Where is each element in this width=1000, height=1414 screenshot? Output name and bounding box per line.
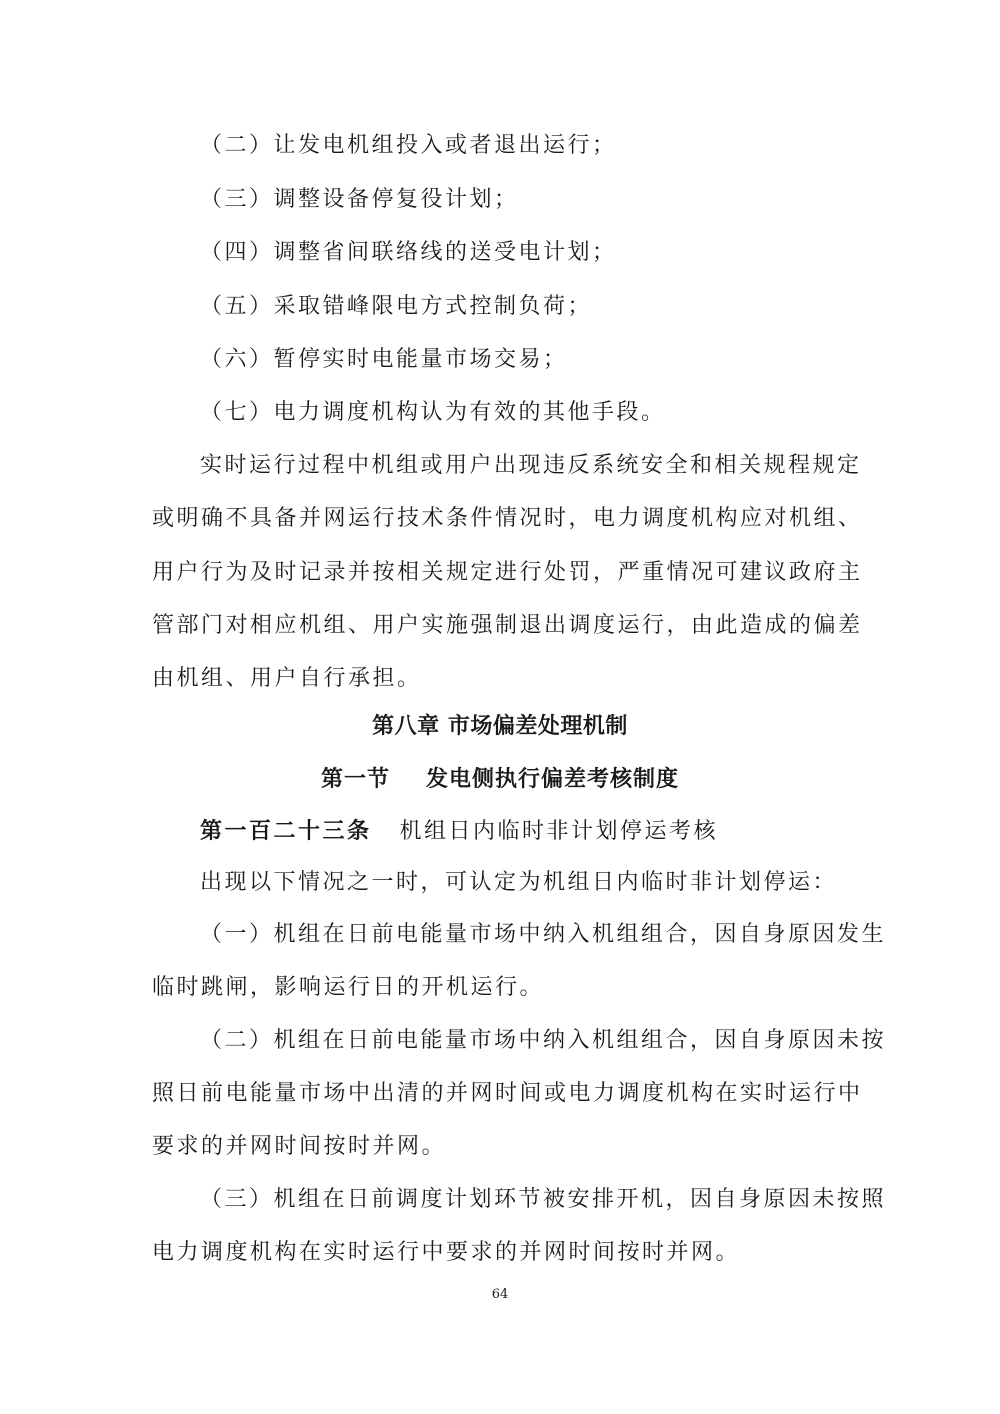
condition-line: 临时跳闸，影响运行日的开机运行。 xyxy=(152,975,545,1000)
list-item: （六）暂停实时电能量市场交易； xyxy=(200,347,568,372)
paragraph-line: 用户行为及时记录并按相关规定进行处罚，严重情况可建议政府主 xyxy=(152,560,863,585)
section-number: 第一节 xyxy=(320,766,390,792)
paragraph-line: 实时运行过程中机组或用户出现违反系统安全和相关规程规定 xyxy=(200,453,862,478)
paragraph-line: 由机组、用户自行承担。 xyxy=(152,666,422,691)
condition-line: （一）机组在日前电能量市场中纳入机组组合，因自身原因发生 xyxy=(200,922,887,947)
condition-line: （三）机组在日前调度计划环节被安排开机，因自身原因未按照 xyxy=(200,1187,887,1212)
list-item: （三）调整设备停复役计划； xyxy=(200,187,519,212)
paragraph-line: 管部门对相应机组、用户实施强制退出调度运行，由此造成的偏差 xyxy=(152,613,863,638)
list-item: （七）电力调度机构认为有效的其他手段。 xyxy=(200,400,666,425)
section-title: 发电侧执行偏差考核制度 xyxy=(426,766,680,792)
article-title: 机组日内临时非计划停运考核 xyxy=(399,819,719,844)
article-number: 第一百二十三条 xyxy=(200,818,372,844)
page-number: 64 xyxy=(491,1287,509,1302)
intro-line: 出现以下情况之一时，可认定为机组日内临时非计划停运： xyxy=(200,870,838,895)
list-item: （二）让发电机组投入或者退出运行； xyxy=(200,133,617,158)
list-item: （四）调整省间联络线的送受电计划； xyxy=(200,240,617,265)
condition-line: 电力调度机构在实时运行中要求的并网时间按时并网。 xyxy=(152,1240,741,1265)
list-item: （五）采取错峰限电方式控制负荷； xyxy=(200,294,593,319)
condition-line: 要求的并网时间按时并网。 xyxy=(152,1134,447,1159)
article-heading xyxy=(200,811,850,851)
condition-line: （二）机组在日前电能量市场中纳入机组组合，因自身原因未按 xyxy=(200,1028,887,1053)
condition-line: 照日前电能量市场中出清的并网时间或电力调度机构在实时运行中 xyxy=(152,1081,863,1106)
section-heading xyxy=(0,759,1000,799)
chapter-title: 第八章 市场偏差处理机制 xyxy=(372,714,628,739)
paragraph-line: 或明确不具备并网运行技术条件情况时，电力调度机构应对机组、 xyxy=(152,506,863,531)
